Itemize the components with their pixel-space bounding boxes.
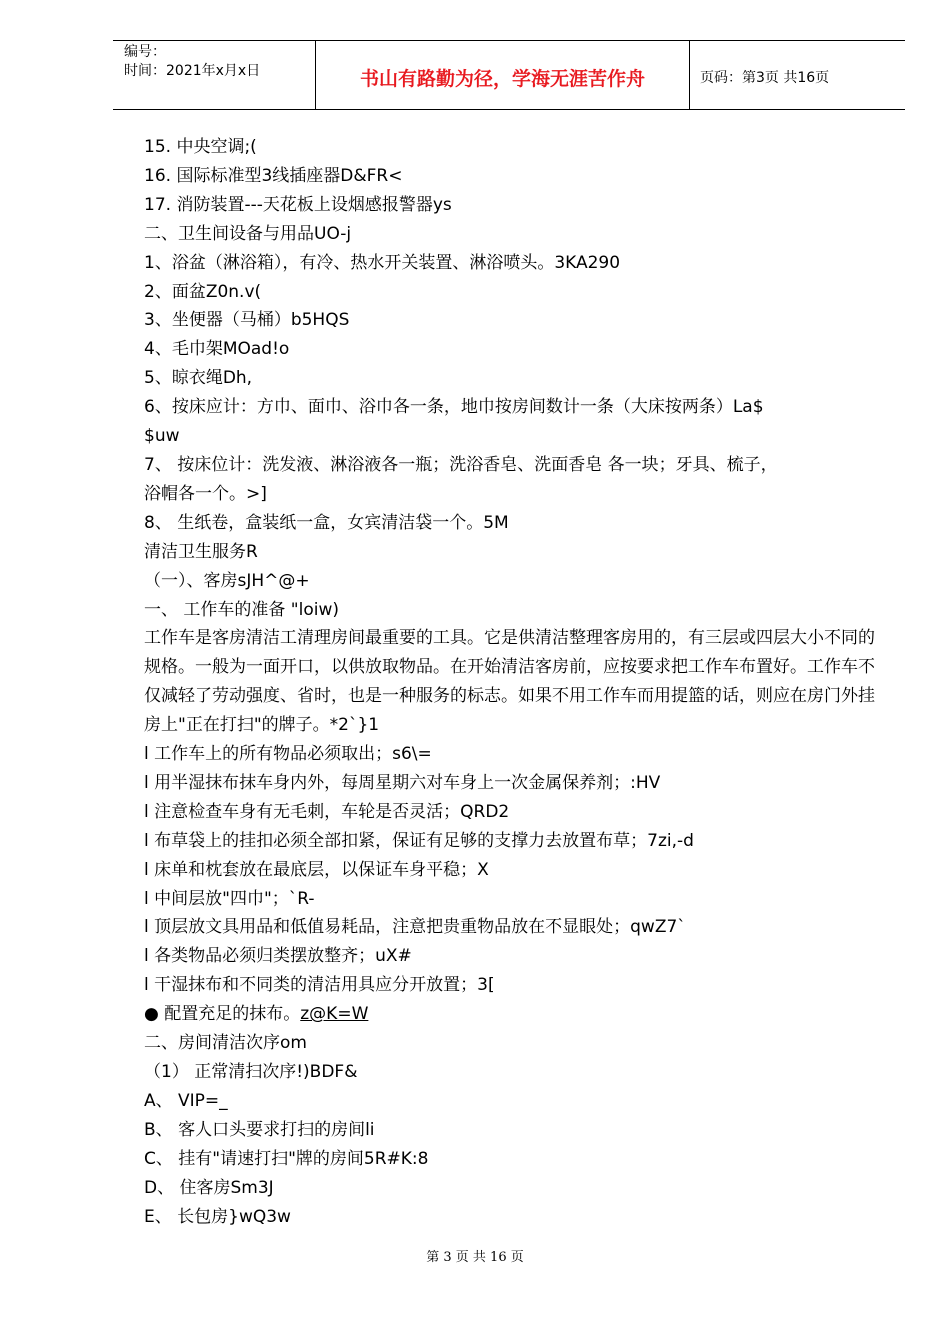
- text-line: 6、按床应计：方巾、面巾、浴巾各一条，地巾按房间数计一条（大床按两条）La$: [144, 397, 764, 418]
- list-item: l 床单和枕套放在最底层，以保证车身平稳；X: [144, 859, 489, 880]
- section-heading: 二、房间清洁次序om: [144, 1033, 307, 1054]
- page-header: [113, 40, 905, 110]
- text-line: （1） 正常清扫次序!)BDF&: [144, 1062, 358, 1082]
- document-number-label: 编号：: [124, 44, 166, 60]
- dot-item-text: ● 配置充足的抹布。: [144, 1004, 301, 1025]
- list-item: l 干湿抹布和不同类的清洁用具应分开放置；3[: [144, 975, 495, 996]
- section-heading: 一、 工作车的准备 "loiw): [144, 599, 340, 620]
- list-item: l 布草袋上的挂扣必须全部扣紧，保证有足够的支撑力去放置布草；7zi,-d: [144, 830, 694, 851]
- document-time-label: 时间：2021年x月x日: [124, 63, 261, 79]
- list-item: A、 VIP=_: [144, 1090, 228, 1111]
- text-line: 4、毛巾架MOad!o: [144, 339, 290, 360]
- section-heading: 清洁卫生服务R: [144, 541, 258, 562]
- header-page-info: 页码：第3页 共16页: [700, 70, 830, 86]
- text-line: 3、坐便器（马桶）b5HQS: [144, 310, 350, 331]
- text-line: 浴帽各一个。>]: [144, 483, 267, 504]
- list-item: B、 客人口头要求打扫的房间li: [144, 1119, 375, 1140]
- section-heading: 二、卫生间设备与用品UO-j: [144, 223, 352, 244]
- text-line: 2、面盆Z0n.v(: [144, 281, 262, 302]
- dot-item-underlined: z@K=W: [300, 1004, 369, 1025]
- list-item: l 工作车上的所有物品必须取出；s6\=: [144, 744, 432, 765]
- header-meta: [113, 41, 316, 109]
- page-footer: 第 3 页 共 16 页: [426, 1250, 524, 1265]
- list-item: l 注意检查车身有无毛刺，车轮是否灵活；QRD2: [144, 801, 510, 822]
- list-item: l 顶层放文具用品和低值易耗品，注意把贵重物品放在不显眼处；qwZ7`: [144, 917, 686, 938]
- list-item: l 各类物品必须归类摆放整齐；uX#: [144, 946, 412, 967]
- text-line: 17. 消防装置---天花板上设烟感报警器ys: [144, 194, 452, 215]
- text-line: 1、浴盆（淋浴箱），有冷、热水开关装置、淋浴喷头。3KA290: [144, 252, 621, 273]
- document-body: [144, 133, 879, 1231]
- text-line: $uw: [144, 426, 180, 447]
- section-heading: （一）、客房sJH^@+: [144, 570, 310, 591]
- list-item: E、 长包房}wQ3w: [144, 1206, 291, 1227]
- list-item-dot: [144, 1000, 879, 1029]
- list-item: l 中间层放"四巾"；`R-: [144, 888, 315, 909]
- list-item: l 用半湿抹布抹车身内外，每周星期六对车身上一次金属保养剂；:HV: [144, 772, 661, 793]
- text-line: 5、晾衣绳Dh,: [144, 368, 253, 389]
- list-item: C、 挂有"请速打扫"牌的房间5R#K:8: [144, 1148, 429, 1169]
- text-line: 15. 中央空调;(: [144, 137, 257, 157]
- header-motto: 书山有路勤为径，学海无涯苦作舟: [316, 41, 690, 109]
- text-line: 8、 生纸卷，盒装纸一盒，女宾清洁袋一个。5M: [144, 512, 509, 533]
- text-line: 7、 按床位计：洗发液、淋浴液各一瓶；洗浴香皂、洗面香皂 各一块；牙具、梳子，: [144, 454, 778, 475]
- body-paragraph: 工作车是客房清洁工清理房间最重要的工具。它是供清洁整理客房用的，有三层或四层大小不同的规格。一般为一面开口，以供放取物品。在开始清洁客房前，应按要求把工作车布置好。工作车不仅减轻了劳动强度、省时，也是一种服务的标志。如果不用工作车而用提篮的话，则应在房门外挂房上"正在打扫"的牌子。*2`}1: [144, 628, 875, 736]
- list-item: D、 住客房Sm3J: [144, 1177, 274, 1198]
- text-line: 16. 国际标准型3线插座器D&FR<: [144, 165, 403, 186]
